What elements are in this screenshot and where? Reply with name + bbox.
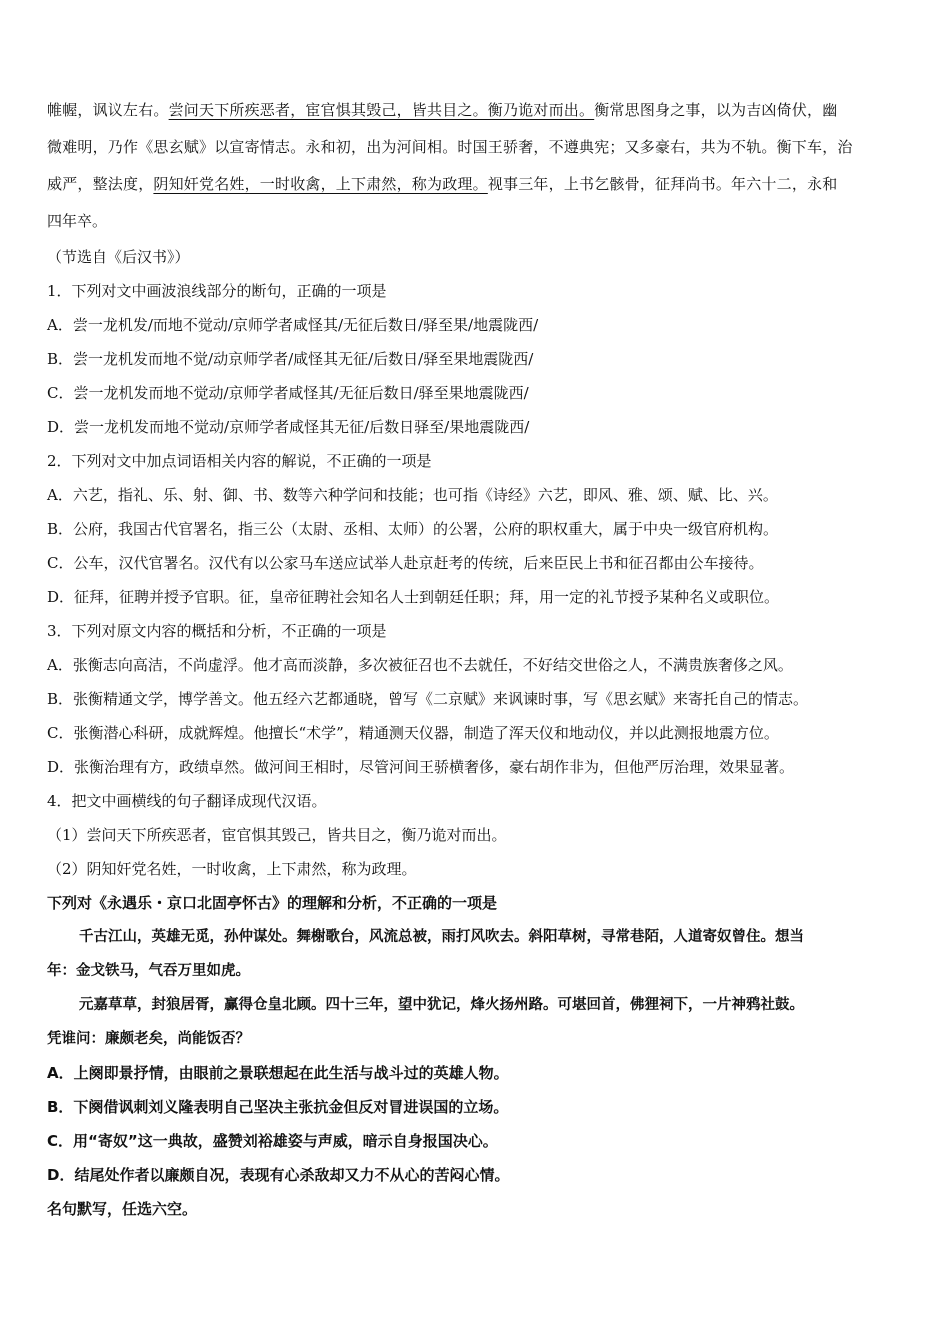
- passage-line-3: 威严，整法度，阴知奸党名姓，一时收禽，上下肃然，称为政理。视事三年，上书乞骸骨，征拜尚书。年六十二，永和: [47, 175, 838, 193]
- poem-stanza-1-line-1: 千古江山，英雄无觅，孙仲谋处。舞榭歌台，风流总被，雨打风吹去。斜阳草树，寻常巷陌，人道寄奴曾住。想当: [79, 929, 804, 945]
- question-1: 1．下列对文中画波浪线部分的断句，正确的一项是: [47, 282, 387, 300]
- question-1-option-b: B．尝一龙机发而地不觉/动京师学者/咸怪其无征/后数日/驿至果地震陇西/: [47, 350, 534, 368]
- dictation-instruction: 名句默写，任选六空。: [47, 1200, 198, 1218]
- poem-option-c: C．用“寄奴”这一典故，盛赞刘裕雄姿与声威，暗示自身报国决心。: [47, 1132, 498, 1150]
- question-4-part-2: （2）阴知奸党名姓，一时收禽，上下肃然，称为政理。: [47, 860, 417, 878]
- passage-source: （节选自《后汉书》）: [47, 248, 190, 266]
- question-1-option-d: D．尝一龙机发而地不觉动/京师学者咸怪其无征/后数日驿至/果地震陇西/: [47, 418, 530, 436]
- question-2-option-c: C．公车，汉代官署名。汉代有以公家马车送应试举人赴京赶考的传统，后来臣民上书和征召都由公车接待。: [47, 554, 764, 572]
- question-3-option-a: A．张衡志向高洁，不尚虚浮。他才高而淡静，多次被征召也不去就任，不好结交世俗之人，不满贵族奢侈之风。: [47, 656, 793, 674]
- poem-stanza-2-line-2: 凭谁问：廉颇老矣，尚能饭否？: [47, 1031, 250, 1047]
- question-3-option-b: B．张衡精通文学，博学善文。他五经六艺都通晓，曾写《二京赋》来讽谏时事，写《思玄赋》来寄托自己的情志。: [47, 690, 809, 708]
- wavy-underlined-sentence-1: 尝问天下所疾恶者，宦官惧其毁己，皆共目之。衡乃诡对而出。: [168, 101, 595, 119]
- poem-option-d: D．结尾处作者以廉颇自况，表现有心杀敌却又力不从心的苦闷心情。: [47, 1166, 510, 1184]
- question-2-option-d: D．征拜，征聘并授予官职。征，皇帝征聘社会知名人士到朝廷任职；拜，用一定的礼节授予某种名义或职位。: [47, 588, 780, 606]
- question-2-option-a: A．六艺，指礼、乐、射、御、书、数等六种学问和技能；也可指《诗经》六艺，即风、雅、颂、赋、比、兴。: [47, 486, 778, 504]
- question-3: 3．下列对原文内容的概括和分析，不正确的一项是: [47, 622, 387, 640]
- passage-line-1: 帷幄，讽议左右。尝问天下所疾恶者，宦官惧其毁己，皆共目之。衡乃诡对而出。衡常思图身之事，以为吉凶倚伏，幽: [47, 101, 838, 119]
- poem-question-title: 下列对《永遇乐・京口北固亭怀古》的理解和分析，不正确的一项是: [47, 894, 498, 912]
- passage-line-4: 四年卒。: [47, 212, 108, 230]
- poem-option-b: B．下阕借讽刺刘义隆表明自己坚决主张抗金但反对冒进误国的立场。: [47, 1098, 509, 1116]
- question-1-option-a: A．尝一龙机发/而地不觉动/京师学者咸怪其/无征后数日/驿至果/地震陇西/: [47, 316, 539, 334]
- question-3-option-c: C．张衡潜心科研，成就辉煌。他擅长“术学”，精通测天仪器，制造了浑天仪和地动仪，并以此测报地震方位。: [47, 724, 779, 742]
- question-4: 4．把文中画横线的句子翻译成现代汉语。: [47, 792, 327, 810]
- poem-stanza-2-line-1: 元嘉草草，封狼居胥，赢得仓皇北顾。四十三年，望中犹记，烽火扬州路。可堪回首，佛狸祠下，一片神鸦社鼓。: [79, 997, 804, 1013]
- poem-option-a: A．上阕即景抒情，由眼前之景联想起在此生活与战斗过的英雄人物。: [47, 1064, 509, 1082]
- passage-line-2: 微难明，乃作《思玄赋》以宣寄情志。永和初，出为河间相。时国王骄奢，不遵典宪；又多豪右，共为不轨。衡下车，治: [47, 138, 853, 156]
- underlined-sentence-2: 阴知奸党名姓，一时收禽，上下肃然，称为政理。: [153, 175, 488, 193]
- poem-stanza-1-line-2: 年：金戈铁马，气吞万里如虎。: [47, 963, 250, 979]
- question-2: 2．下列对文中加点词语相关内容的解说，不正确的一项是: [47, 452, 432, 470]
- question-1-option-c: C．尝一龙机发而地不觉动/京师学者咸怪其/无征后数日/驿至果地震陇西/: [47, 384, 529, 402]
- question-4-part-1: （1）尝问天下所疾恶者，宦官惧其毁己，皆共目之，衡乃诡对而出。: [47, 826, 507, 844]
- question-2-option-b: B．公府，我国古代官署名，指三公（太尉、丞相、太师）的公署，公府的职权重大，属于中央一级官府机构。: [47, 520, 779, 538]
- question-3-option-d: D．张衡治理有方，政绩卓然。做河间王相时，尽管河间王骄横奢侈，豪右胡作非为，但他严厉治理，效果显著。: [47, 758, 795, 776]
- document-page: [47, 92, 907, 1226]
